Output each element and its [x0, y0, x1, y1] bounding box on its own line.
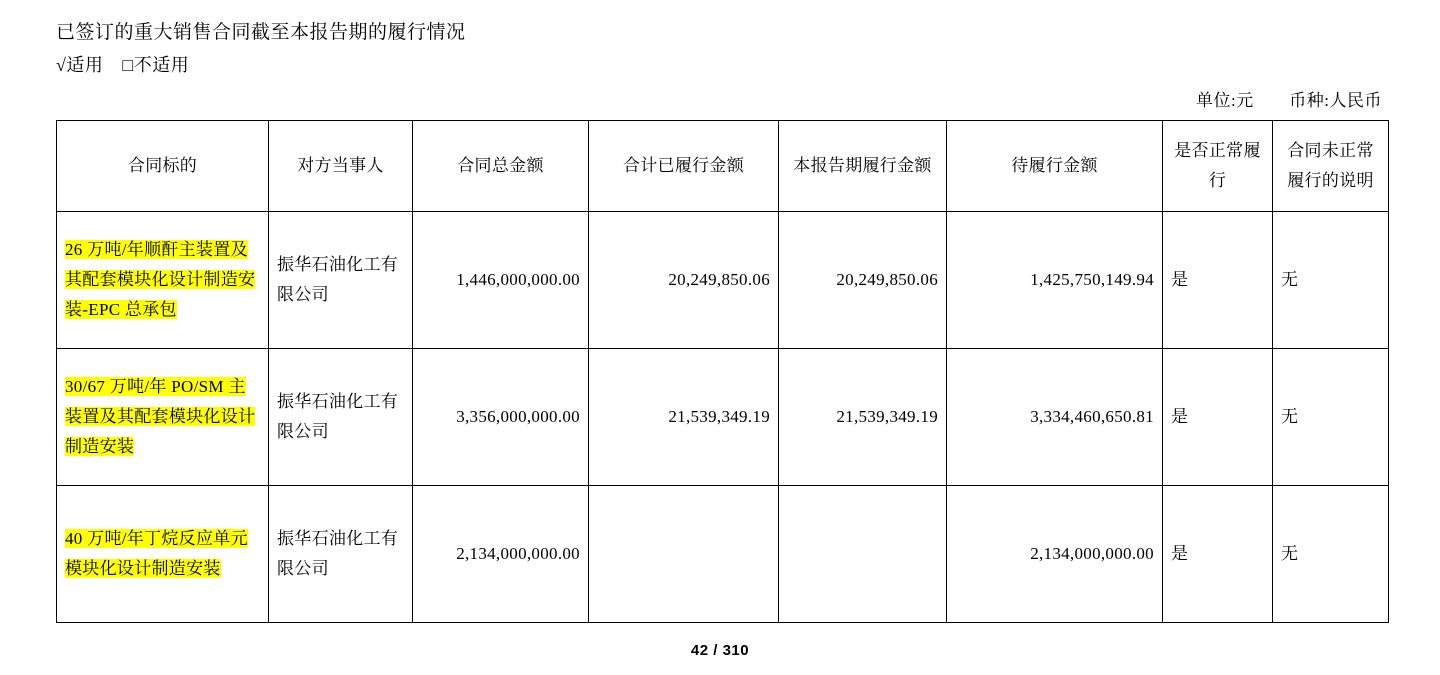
unit-label: 单位:元: [1196, 91, 1254, 110]
cell-party: 振华石油化工有限公司: [269, 212, 413, 349]
cell-normal-performance: 是: [1163, 349, 1273, 486]
currency-label: 币种:人民币: [1289, 91, 1382, 110]
contract-performance-table: [56, 120, 1389, 623]
cell-subject: [57, 349, 269, 486]
column-header-cumulative-performed: 合计已履行金额: [589, 121, 779, 212]
table-row: [57, 212, 1389, 349]
cell-subject: [57, 486, 269, 623]
column-header-normal-performance: 是否正常履行: [1163, 121, 1273, 212]
page-title: 已签订的重大销售合同截至本报告期的履行情况: [56, 22, 466, 43]
cell-pending-amount: 1,425,750,149.94: [947, 212, 1163, 349]
column-header-total-amount: 合同总金额: [413, 121, 589, 212]
cell-period-performed: 20,249,850.06: [779, 212, 947, 349]
column-header-party: 对方当事人: [269, 121, 413, 212]
table-row: [57, 349, 1389, 486]
cell-normal-performance: 是: [1163, 486, 1273, 623]
highlighted-subject-text: 26 万吨/年顺酐主装置及其配套模块化设计制造安装-EPC 总承包: [65, 240, 256, 319]
table-row: [57, 486, 1389, 623]
cell-total-amount: 2,134,000,000.00: [413, 486, 589, 623]
column-header-subject: 合同标的: [57, 121, 269, 212]
cell-pending-amount: 3,334,460,650.81: [947, 349, 1163, 486]
cell-pending-amount: 2,134,000,000.00: [947, 486, 1163, 623]
cell-period-performed: [779, 486, 947, 623]
column-header-pending-amount: 待履行金额: [947, 121, 1163, 212]
cell-remark: 无: [1273, 486, 1389, 623]
not-applicable-option: □不适用: [122, 55, 190, 75]
highlighted-subject-text: 30/67 万吨/年 PO/SM 主装置及其配套模块化设计制造安装: [65, 377, 256, 456]
cell-normal-performance: 是: [1163, 212, 1273, 349]
cell-subject: [57, 212, 269, 349]
table-header-row: [57, 121, 1389, 212]
cell-cumulative-performed: [589, 486, 779, 623]
column-header-period-performed: 本报告期履行金额: [779, 121, 947, 212]
highlighted-subject-text: 40 万吨/年丁烷反应单元模块化设计制造安装: [65, 529, 248, 578]
applicability-line: [56, 50, 1384, 80]
unit-currency-line: [56, 88, 1384, 114]
cell-cumulative-performed: 20,249,850.06: [589, 212, 779, 349]
page-number: 42 / 310: [690, 642, 750, 659]
applicable-option: √适用: [56, 55, 104, 75]
cell-party: 振华石油化工有限公司: [269, 486, 413, 623]
cell-party: 振华石油化工有限公司: [269, 349, 413, 486]
cell-period-performed: 21,539,349.19: [779, 349, 947, 486]
cell-remark: 无: [1273, 212, 1389, 349]
cell-total-amount: 1,446,000,000.00: [413, 212, 589, 349]
cell-total-amount: 3,356,000,000.00: [413, 349, 589, 486]
column-header-remark: 合同未正常履行的说明: [1273, 121, 1389, 212]
cell-cumulative-performed: 21,539,349.19: [589, 349, 779, 486]
cell-remark: 无: [1273, 349, 1389, 486]
